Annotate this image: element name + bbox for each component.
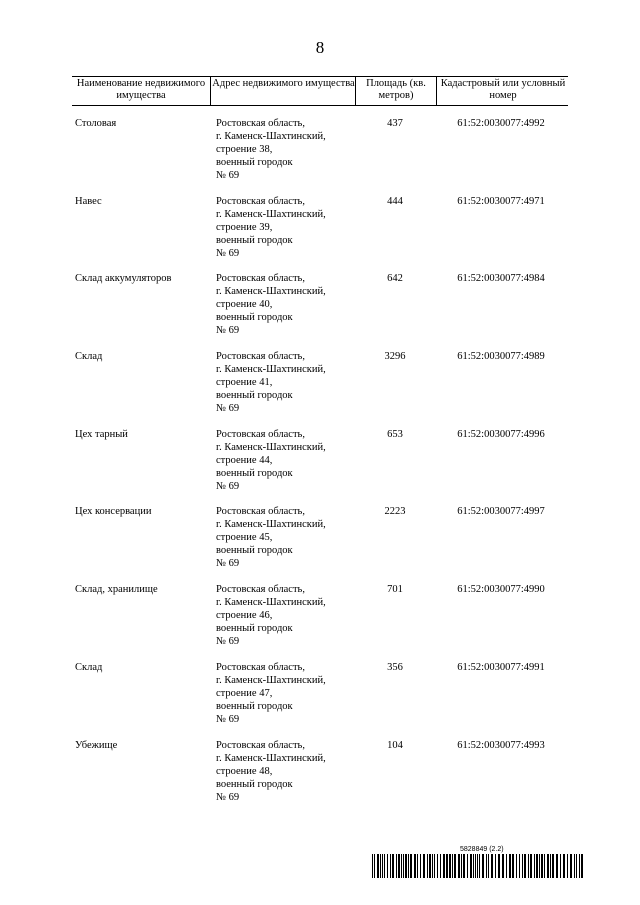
cell-cadastral: 61:52:0030077:4990 [457, 584, 545, 596]
barcode-bar [429, 854, 431, 878]
cell-area: 3296 [384, 351, 406, 363]
cell-address [216, 661, 356, 726]
address-line: Ростовская область, [216, 195, 305, 207]
barcode-bar [377, 854, 379, 878]
header-address: Адрес недвижимого имущества [212, 78, 355, 89]
address-line: г. Каменск-Шахтинский, [216, 441, 326, 453]
barcode-bar [387, 854, 388, 878]
cell-name: Навес [75, 195, 102, 207]
header-name: Наименование недвижимого имущества [76, 78, 206, 101]
barcode-bar [528, 854, 529, 878]
barcode-bar [423, 854, 425, 878]
barcode-bar [390, 854, 391, 878]
cell-name: Убежище [75, 739, 118, 751]
cell-name: Склад [75, 351, 103, 363]
barcode-bar [463, 854, 465, 878]
address-line: Ростовская область, [216, 118, 305, 129]
cell-area: 356 [387, 661, 403, 673]
cell-cadastral: 61:52:0030077:4993 [457, 739, 545, 751]
address-line: строение 48, [216, 765, 273, 777]
barcode-bar [473, 854, 474, 878]
address-line: г. Каменск-Шахтинский, [216, 752, 326, 764]
cell-cadastral: 61:52:0030077:4989 [457, 351, 545, 363]
address-line: г. Каменск-Шахтинский, [216, 208, 326, 220]
barcode-bar [530, 854, 532, 878]
address-line: г. Каменск-Шахтинский, [216, 674, 326, 686]
address-line: г. Каменск-Шахтинский, [216, 286, 326, 298]
barcode-bar [547, 854, 549, 878]
barcode-bar [563, 854, 565, 878]
cell-area: 104 [387, 739, 403, 751]
cell-address [216, 505, 356, 570]
barcode-bar [509, 854, 511, 878]
cell-address [216, 428, 356, 493]
barcode-bar [544, 854, 545, 878]
cell-name: Склад, хранилище [75, 584, 158, 596]
address-line: военный городок [216, 700, 293, 712]
barcode-bar [446, 854, 448, 878]
address-line: Ростовская область, [216, 273, 305, 285]
barcode-bar [414, 854, 416, 878]
barcode-bar [579, 854, 580, 878]
barcode-bar [443, 854, 445, 878]
table-row [72, 195, 568, 273]
barcode-bar [461, 854, 462, 878]
address-line: № 69 [216, 247, 240, 259]
barcode-bar [550, 854, 551, 878]
cell-address [216, 583, 356, 648]
address-line: Ростовская область, [216, 584, 305, 596]
cell-cadastral: 61:52:0030077:4996 [457, 428, 545, 440]
cell-cadastral: 61:52:0030077:4991 [457, 661, 545, 673]
barcode-bar [556, 854, 558, 878]
address-line: № 69 [216, 170, 240, 181]
cell-address [216, 195, 356, 260]
barcode-bar [470, 854, 472, 878]
address-line: № 69 [216, 403, 240, 415]
barcode-bar [384, 854, 385, 878]
barcode-bar [488, 854, 489, 878]
cell-area: 701 [387, 584, 403, 596]
address-line: военный городок [216, 545, 293, 557]
table-row [72, 272, 568, 350]
cell-name: Цех консервации [75, 506, 152, 518]
address-line: строение 45, [216, 532, 273, 544]
cell-area: 653 [387, 428, 403, 440]
address-line: Ростовская область, [216, 661, 305, 673]
cell-cadastral: 61:52:0030077:4984 [457, 273, 545, 285]
barcode-bar [434, 854, 435, 878]
barcode-bar [420, 854, 421, 878]
table-row [72, 505, 568, 583]
property-table [72, 76, 568, 816]
barcode-bar [475, 854, 476, 878]
page-number: 8 [315, 38, 325, 57]
address-line: строение 41, [216, 377, 273, 389]
barcode-bar [482, 854, 484, 878]
cell-cadastral: 61:52:0030077:4971 [457, 195, 545, 207]
barcode-bar [512, 854, 514, 878]
table-header [72, 76, 568, 106]
barcode-bar [516, 854, 517, 878]
address-line: военный городок [216, 467, 293, 479]
barcode-bar [541, 854, 543, 878]
barcode-bar [486, 854, 487, 878]
table-row [72, 739, 568, 817]
barcode-bar [403, 854, 404, 878]
address-line: г. Каменск-Шахтинский, [216, 364, 326, 376]
table-row [72, 117, 568, 195]
address-line: строение 39, [216, 221, 273, 233]
address-line: г. Каменск-Шахтинский, [216, 131, 326, 142]
barcode-bar [495, 854, 496, 878]
barcode-number: 5828849 (2.2) [460, 846, 504, 853]
barcode-bar [576, 854, 577, 878]
address-line: Ростовская область, [216, 351, 305, 363]
barcode-bar [534, 854, 535, 878]
barcode-bar [454, 854, 456, 878]
barcode-bar [398, 854, 400, 878]
barcode-bar [522, 854, 523, 878]
header-area: Площадь (кв. метров) [366, 78, 426, 101]
barcode-bar [502, 854, 504, 878]
barcode-bar [396, 854, 397, 878]
address-line: строение 38, [216, 144, 273, 155]
cell-name: Столовая [75, 118, 117, 129]
cell-name: Цех тарный [75, 428, 128, 440]
barcode-bar [410, 854, 412, 878]
address-line: Ростовская область, [216, 506, 305, 518]
barcode-bar [458, 854, 460, 878]
address-line: № 69 [216, 791, 240, 803]
barcode-bar [405, 854, 407, 878]
header-divider [210, 77, 211, 105]
header-divider [355, 77, 356, 105]
address-line: Ростовская область, [216, 428, 305, 440]
address-line: Ростовская область, [216, 739, 305, 751]
barcode-bar [524, 854, 526, 878]
barcode-bar [467, 854, 468, 878]
cell-name: Склад аккумуляторов [75, 273, 172, 285]
barcode-bar [552, 854, 554, 878]
address-line: № 69 [216, 325, 240, 337]
barcode-bar [570, 854, 572, 878]
barcode [372, 854, 588, 878]
table-row [72, 583, 568, 661]
cell-cadastral: 61:52:0030077:4997 [457, 506, 545, 518]
barcode-bar [479, 854, 480, 878]
address-line: строение 44, [216, 454, 273, 466]
address-line: военный городок [216, 312, 293, 324]
cell-cadastral: 61:52:0030077:4992 [457, 118, 545, 129]
address-line: военный городок [216, 778, 293, 790]
cell-area: 2223 [384, 506, 406, 518]
address-line: г. Каменск-Шахтинский, [216, 519, 326, 531]
barcode-bar [408, 854, 409, 878]
barcode-bar [574, 854, 575, 878]
barcode-bar [491, 854, 493, 878]
table-row [72, 661, 568, 739]
cell-name: Склад [75, 661, 103, 673]
cell-address [216, 117, 356, 182]
cell-address [216, 739, 356, 804]
address-line: № 69 [216, 558, 240, 570]
cell-area: 437 [387, 118, 403, 129]
barcode-bar [536, 854, 538, 878]
barcode-bar [372, 854, 373, 878]
address-line: военный городок [216, 390, 293, 402]
address-line: № 69 [216, 636, 240, 648]
address-line: строение 47, [216, 687, 273, 699]
barcode-bar [581, 854, 583, 878]
barcode-bar [440, 854, 441, 878]
address-line: военный городок [216, 234, 293, 246]
table-row [72, 428, 568, 506]
barcode-bar [560, 854, 561, 878]
address-line: г. Каменск-Шахтинский, [216, 597, 326, 609]
barcode-bar [374, 854, 375, 878]
cell-address [216, 350, 356, 415]
address-line: строение 46, [216, 610, 273, 622]
barcode-bar [432, 854, 433, 878]
barcode-bar [498, 854, 500, 878]
address-line: строение 40, [216, 299, 273, 311]
address-line: № 69 [216, 713, 240, 725]
cell-area: 642 [387, 273, 403, 285]
barcode-bar [506, 854, 507, 878]
barcode-bar [567, 854, 568, 878]
barcode-bar [449, 854, 451, 878]
barcode-bar [417, 854, 418, 878]
barcode-bar [427, 854, 428, 878]
header-divider [436, 77, 437, 105]
barcode-bar [539, 854, 540, 878]
barcode-bar [401, 854, 402, 878]
barcode-bar [392, 854, 394, 878]
cell-area: 444 [387, 195, 403, 207]
address-line: военный городок [216, 623, 293, 635]
address-line: военный городок [216, 157, 293, 168]
header-cadastral: Кадастровый или условный номер [440, 78, 566, 101]
cell-address [216, 272, 356, 337]
barcode-bar [519, 854, 520, 878]
barcode-bar [382, 854, 383, 878]
barcode-bar [452, 854, 453, 878]
barcode-bar [477, 854, 478, 878]
address-line: № 69 [216, 480, 240, 492]
table-row [72, 350, 568, 428]
barcode-bar [437, 854, 438, 878]
table-body [72, 106, 568, 816]
barcode-bar [380, 854, 381, 878]
